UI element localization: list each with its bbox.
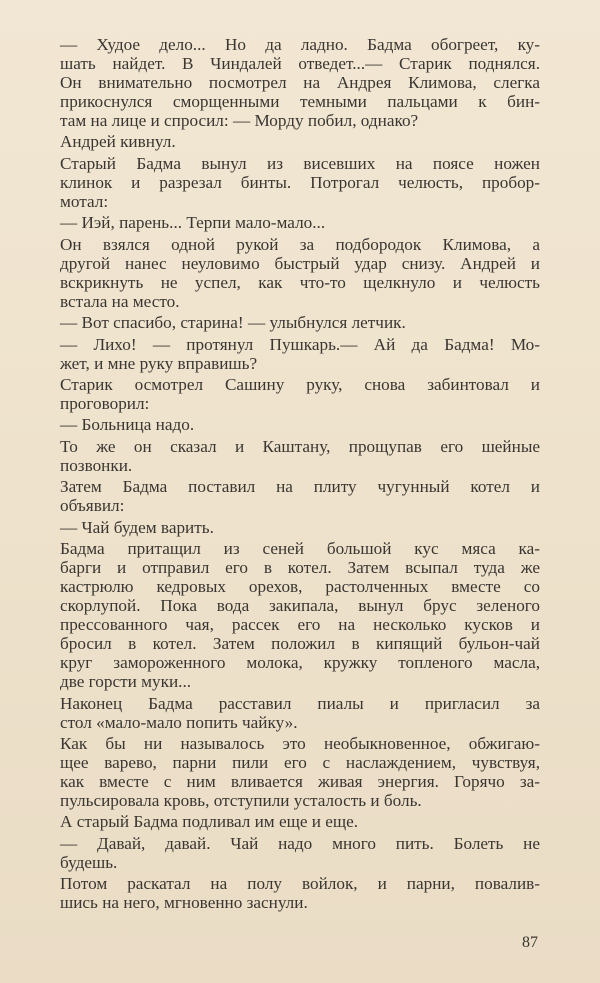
text-line: — Больница надо. — [60, 415, 195, 435]
text-line: барги и отправил его в котел. Затем всыпал туда же — [60, 558, 540, 578]
paragraph — [60, 735, 540, 811]
paragraph — [60, 540, 540, 692]
text-line: Бадма притащил из сеней большой кус мяса ка- — [60, 539, 540, 559]
text-line: — Чай будем варить. — [60, 517, 214, 537]
text-line: шать найдет. В Чиндалей отведет...— Старик поднялся. — [60, 53, 540, 73]
paragraph — [60, 416, 540, 435]
paragraph — [60, 336, 540, 374]
text-line: Как бы ни называлось это необыкновенное, обжигаю- — [60, 734, 540, 754]
paragraph — [60, 835, 540, 873]
paragraph — [60, 695, 540, 733]
text-line: жет, и мне руку вправишь? — [60, 353, 258, 373]
text-line: Потом раскатал на полу войлок, и парни, повалив- — [60, 874, 540, 894]
text-line: щее варево, парни пили его с наслаждением, чувствуя, — [60, 752, 540, 772]
paragraph — [60, 376, 540, 414]
text-line: другой нанес неуловимо быстрый удар снизу. Андрей и — [60, 253, 540, 273]
paragraph — [60, 875, 540, 913]
paragraph — [60, 519, 540, 538]
text-line: бросил в котел. Затем положил в кипящий бульон-чай — [60, 634, 540, 654]
paragraph — [60, 478, 540, 516]
text-line: Наконец Бадма расставил пиалы и пригласил за — [60, 693, 540, 713]
paragraph — [60, 133, 540, 152]
paragraph — [60, 36, 540, 131]
text-line: кастрюлю кедровых орехов, растолченных вместе со — [60, 577, 540, 597]
paragraph — [60, 236, 540, 312]
text-line: — Давай, давай. Чай надо много пить. Болеть не — [60, 833, 540, 853]
text-line: Старый Бадма вынул из висевших на поясе ножен — [60, 153, 540, 173]
text-line: клинок и разрезал бинты. Потрогал челюсть, пробор- — [60, 172, 540, 192]
text-line: проговорил: — [60, 393, 150, 413]
text-line: Андрей кивнул. — [60, 132, 176, 152]
text-line: круг замороженного молока, кружку топленого масла, — [60, 653, 540, 673]
text-line: — Иэй, парень... Терпи мало-мало... — [60, 213, 326, 233]
text-line: прессованного чая, рассек его на несколько кусков и — [60, 615, 540, 635]
paragraph — [60, 438, 540, 476]
text-line: как вместе с ним вливается живая энергия. Горячо за- — [60, 771, 540, 791]
text-line: вскрикнуть не успел, как что-то щелкнуло и челюсть — [60, 272, 540, 292]
text-line: — Вот спасибо, старина! — улыбнулся летчик. — [60, 313, 406, 333]
text-line: пульсировала кровь, отступили усталость и боль. — [60, 790, 422, 810]
text-line: шись на него, мгновенно заснули. — [60, 893, 308, 913]
page-number: 87 — [522, 934, 538, 951]
paragraph — [60, 813, 540, 832]
text-line: прикоснулся сморщенными темными пальцами к бин- — [60, 91, 540, 111]
text-line: позвонки. — [60, 455, 133, 475]
paragraph — [60, 214, 540, 233]
text-line: Старик осмотрел Сашину руку, снова забинтовал и — [60, 375, 540, 395]
text-line: Он взялся одной рукой за подбородок Климова, а — [60, 234, 540, 254]
text-line: — Лихо! — протянул Пушкарь.— Ай да Бадма! Мо- — [60, 334, 540, 354]
text-line: А старый Бадма подливал им еще и еще. — [60, 812, 359, 832]
text-line: стол «мало-мало попить чайку». — [60, 712, 298, 732]
text-line: скорлупой. Пока вода закипала, вынул брус зеленого — [60, 596, 540, 616]
paragraph — [60, 155, 540, 212]
text-line: мотал: — [60, 191, 109, 211]
text-line: объявил: — [60, 496, 125, 516]
text-line: — Худое дело... Но да ладно. Бадма обогреет, ку- — [60, 35, 540, 54]
paragraph — [60, 314, 540, 333]
text-line: Затем Бадма поставил на плиту чугунный котел и — [60, 477, 540, 497]
text-line: будешь. — [60, 852, 118, 872]
text-line: То же он сказал и Каштану, прощупав его шейные — [60, 436, 540, 456]
text-line: встала на место. — [60, 291, 180, 311]
text-line: там на лице и спросил: — Морду побил, однако? — [60, 110, 419, 130]
text-line: Он внимательно посмотрел на Андрея Климова, слегка — [60, 72, 540, 92]
page-text — [60, 36, 540, 916]
text-line: две горсти муки... — [60, 672, 192, 692]
